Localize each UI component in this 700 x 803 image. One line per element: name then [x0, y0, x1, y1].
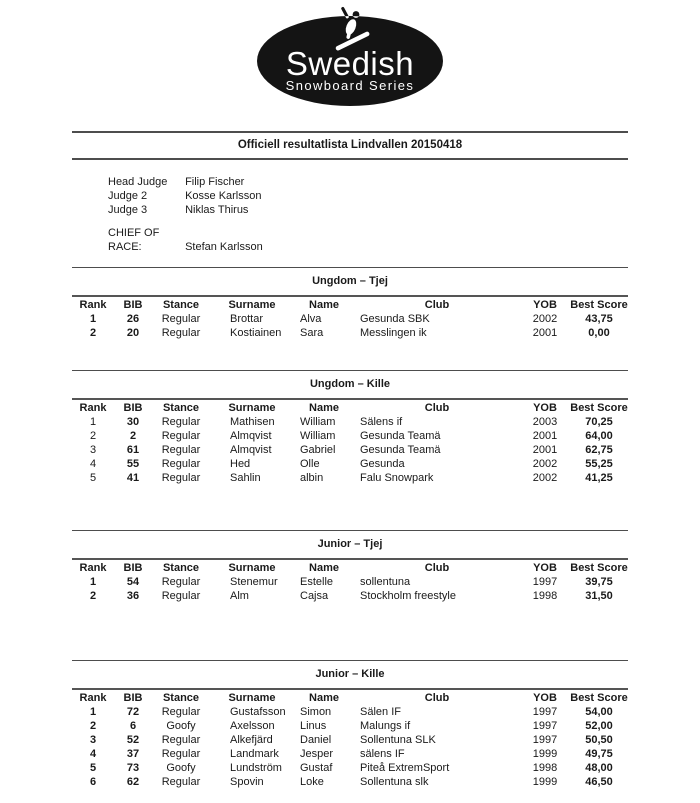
result-row: [72, 747, 628, 761]
header-row: [72, 559, 628, 575]
official-name: Stefan Karlsson: [185, 241, 263, 253]
table-body: [72, 415, 628, 485]
cell-name: Alva: [300, 313, 322, 325]
cell-surname: Axelsson: [230, 720, 275, 732]
cell-surname: Almqvist: [230, 430, 272, 442]
cell-club: Sälens if: [360, 416, 403, 428]
column-header-name: Name: [309, 691, 339, 704]
cell-rank: 4: [89, 748, 97, 760]
cell-best_score: 64,00: [585, 430, 613, 442]
cell-name: Jesper: [300, 748, 334, 760]
result-row: [72, 429, 628, 443]
column-header-club: Club: [424, 298, 450, 311]
column-header-rank: Rank: [79, 561, 107, 574]
cell-yob: 2001: [532, 444, 558, 456]
column-header-surname: Surname: [228, 298, 276, 311]
column-header-surname: Surname: [228, 401, 276, 414]
cell-rank: 3: [89, 734, 97, 746]
results-table: [72, 688, 628, 789]
cell-surname: Gustafsson: [230, 706, 286, 718]
column-header-rank: Rank: [79, 691, 107, 704]
cell-stance: Regular: [161, 576, 201, 588]
result-section-1: [72, 267, 628, 340]
cell-yob: 1997: [532, 734, 558, 746]
result-row: [72, 705, 628, 719]
cell-club: Messlingen ik: [360, 327, 427, 339]
section-title: Junior – Kille: [315, 668, 385, 680]
column-header-best_score: Best Score: [570, 401, 628, 414]
column-header-club: Club: [424, 691, 450, 704]
column-header-best_score: Best Score: [570, 298, 628, 311]
cell-name: Olle: [300, 458, 320, 470]
table-body: [72, 575, 628, 603]
cell-name: William: [300, 430, 336, 442]
column-header-yob: YOB: [533, 691, 557, 704]
column-header-stance: Stance: [162, 561, 200, 574]
results: [72, 267, 628, 789]
cell-bib: 20: [126, 327, 140, 339]
cell-bib: 2: [129, 430, 137, 442]
cell-rank: 1: [89, 313, 97, 325]
cell-club: Sälen IF: [360, 706, 401, 718]
cell-stance: Regular: [161, 472, 201, 484]
cell-club: Gesunda SBK: [360, 313, 430, 325]
cell-best_score: 62,75: [585, 444, 613, 456]
cell-stance: Regular: [161, 458, 201, 470]
column-header-best_score: Best Score: [570, 561, 628, 574]
column-header-club: Club: [424, 401, 450, 414]
cell-name: Linus: [300, 720, 327, 732]
table-body: [72, 312, 628, 340]
cell-rank: 3: [89, 444, 97, 456]
cell-club: sollentuna: [360, 576, 411, 588]
cell-bib: 6: [129, 720, 137, 732]
official-label: CHIEF OF RACE:: [108, 227, 160, 253]
official-label: Judge 3: [108, 204, 148, 216]
document-title: Officiell resultatlista Lindvallen 20150418: [237, 139, 463, 151]
cell-surname: Almqvist: [230, 444, 272, 456]
official-row: [108, 175, 628, 189]
cell-surname: Lundström: [230, 762, 282, 774]
column-header-yob: YOB: [533, 561, 557, 574]
section-title: Junior – Tjej: [317, 538, 383, 550]
cell-club: Falu Snowpark: [360, 472, 434, 484]
cell-rank: 1: [89, 576, 97, 588]
result-row: [72, 312, 628, 326]
column-header-surname: Surname: [228, 561, 276, 574]
swedish-snowboard-series-logo: [255, 3, 445, 109]
cell-yob: 2001: [532, 430, 558, 442]
cell-rank: 6: [89, 776, 97, 788]
cell-club: Gesunda Teamä: [360, 430, 441, 442]
logo-subtitle: Snowboard Series: [285, 78, 415, 93]
section-title: Ungdom – Tjej: [312, 275, 388, 287]
cell-best_score: 39,75: [585, 576, 613, 588]
result-row: [72, 775, 628, 789]
cell-yob: 1997: [532, 706, 558, 718]
result-row: [72, 457, 628, 471]
cell-name: William: [300, 416, 336, 428]
cell-best_score: 0,00: [588, 327, 610, 339]
header-row: [72, 399, 628, 415]
cell-bib: 36: [126, 590, 140, 602]
official-row-chief: [108, 226, 628, 254]
header-row: [72, 689, 628, 705]
table-head: [72, 296, 628, 312]
cell-yob: 2003: [532, 416, 558, 428]
cell-stance: Regular: [161, 327, 201, 339]
cell-rank: 4: [89, 458, 97, 470]
cell-surname: Stenemur: [230, 576, 278, 588]
cell-name: Gabriel: [300, 444, 336, 456]
column-header-best_score: Best Score: [570, 691, 628, 704]
cell-name: albin: [300, 472, 324, 484]
cell-rank: 2: [89, 590, 97, 602]
result-row: [72, 443, 628, 457]
cell-yob: 1999: [532, 776, 558, 788]
cell-surname: Alm: [230, 590, 249, 602]
column-header-bib: BIB: [123, 691, 143, 704]
cell-bib: 52: [126, 734, 140, 746]
cell-club: sälens IF: [360, 748, 405, 760]
cell-bib: 62: [126, 776, 140, 788]
cell-best_score: 49,75: [585, 748, 613, 760]
cell-yob: 1999: [532, 748, 558, 760]
cell-bib: 37: [126, 748, 140, 760]
result-row: [72, 589, 628, 603]
cell-surname: Mathisen: [230, 416, 275, 428]
result-row: [72, 733, 628, 747]
cell-club: Sollentuna SLK: [360, 734, 436, 746]
cell-best_score: 52,00: [585, 720, 613, 732]
cell-best_score: 43,75: [585, 313, 613, 325]
logo-block: [0, 0, 700, 109]
result-row: [72, 326, 628, 340]
column-header-stance: Stance: [162, 691, 200, 704]
results-table: [72, 295, 628, 340]
cell-rank: 1: [89, 416, 97, 428]
column-header-rank: Rank: [79, 401, 107, 414]
column-header-bib: BIB: [123, 298, 143, 311]
cell-name: Cajsa: [300, 590, 329, 602]
result-section-2: [72, 370, 628, 485]
cell-best_score: 70,25: [585, 416, 613, 428]
divider: [72, 158, 628, 160]
cell-bib: 30: [126, 416, 140, 428]
cell-bib: 55: [126, 458, 140, 470]
cell-surname: Brottar: [230, 313, 264, 325]
table-body: [72, 705, 628, 789]
cell-bib: 41: [126, 472, 140, 484]
cell-bib: 73: [126, 762, 140, 774]
cell-bib: 54: [126, 576, 140, 588]
column-header-bib: BIB: [123, 401, 143, 414]
table-head: [72, 689, 628, 705]
cell-yob: 1998: [532, 590, 558, 602]
cell-rank: 2: [89, 327, 97, 339]
cell-surname: Alkefjärd: [230, 734, 273, 746]
cell-best_score: 55,25: [585, 458, 613, 470]
official-row: [108, 189, 628, 203]
result-section-4: [72, 660, 628, 789]
cell-stance: Regular: [161, 416, 201, 428]
official-row: [108, 203, 628, 217]
results-table: [72, 558, 628, 603]
cell-stance: Regular: [161, 590, 201, 602]
cell-rank: 5: [89, 472, 97, 484]
cell-club: Gesunda Teamä: [360, 444, 441, 456]
cell-club: Malungs if: [360, 720, 411, 732]
section-title: Ungdom – Kille: [309, 378, 391, 390]
cell-best_score: 46,50: [585, 776, 613, 788]
cell-stance: Goofy: [166, 762, 196, 774]
cell-stance: Regular: [161, 313, 201, 325]
result-section-3: [72, 530, 628, 603]
cell-stance: Regular: [161, 444, 201, 456]
header-row: [72, 296, 628, 312]
cell-best_score: 48,00: [585, 762, 613, 774]
cell-club: Piteå ExtremSport: [360, 762, 450, 774]
cell-name: Loke: [300, 776, 324, 788]
cell-stance: Regular: [161, 430, 201, 442]
cell-surname: Spovin: [230, 776, 264, 788]
cell-yob: 2001: [532, 327, 558, 339]
official-label: Head Judge: [108, 176, 168, 188]
cell-best_score: 50,50: [585, 734, 613, 746]
cell-surname: Kostiainen: [230, 327, 282, 339]
cell-rank: 2: [89, 720, 97, 732]
column-header-club: Club: [424, 561, 450, 574]
cell-rank: 2: [89, 430, 97, 442]
table-head: [72, 399, 628, 415]
cell-best_score: 41,25: [585, 472, 613, 484]
cell-surname: Landmark: [230, 748, 279, 760]
cell-yob: 2002: [532, 472, 558, 484]
cell-stance: Regular: [161, 776, 201, 788]
cell-name: Daniel: [300, 734, 332, 746]
officials-block: [72, 175, 628, 254]
cell-bib: 61: [126, 444, 140, 456]
result-row: [72, 575, 628, 589]
result-row: [72, 719, 628, 733]
result-row: [72, 471, 628, 485]
cell-stance: Regular: [161, 734, 201, 746]
column-header-name: Name: [309, 298, 339, 311]
cell-name: Sara: [300, 327, 324, 339]
column-header-surname: Surname: [228, 691, 276, 704]
result-row: [72, 761, 628, 775]
column-header-rank: Rank: [79, 298, 107, 311]
cell-rank: 5: [89, 762, 97, 774]
logo-title: Swedish: [285, 45, 415, 82]
official-name: Niklas Thirus: [185, 204, 249, 216]
column-header-name: Name: [309, 561, 339, 574]
column-header-yob: YOB: [533, 401, 557, 414]
cell-yob: 2002: [532, 458, 558, 470]
cell-stance: Regular: [161, 748, 201, 760]
document-title-block: [72, 131, 628, 160]
official-name: Filip Fischer: [185, 176, 245, 188]
column-header-bib: BIB: [123, 561, 143, 574]
cell-surname: Hed: [230, 458, 251, 470]
cell-stance: Regular: [161, 706, 201, 718]
column-header-stance: Stance: [162, 298, 200, 311]
column-header-stance: Stance: [162, 401, 200, 414]
cell-best_score: 31,50: [585, 590, 613, 602]
cell-surname: Sahlin: [230, 472, 261, 484]
column-header-name: Name: [309, 401, 339, 414]
results-table: [72, 398, 628, 485]
cell-yob: 1998: [532, 762, 558, 774]
cell-bib: 72: [126, 706, 140, 718]
cell-name: Estelle: [300, 576, 334, 588]
cell-stance: Goofy: [166, 720, 196, 732]
result-row: [72, 415, 628, 429]
cell-yob: 1997: [532, 720, 558, 732]
cell-club: Stockholm freestyle: [360, 590, 456, 602]
official-name: Kosse Karlsson: [185, 190, 262, 202]
column-header-yob: YOB: [533, 298, 557, 311]
cell-yob: 1997: [532, 576, 558, 588]
official-label: Judge 2: [108, 190, 148, 202]
table-head: [72, 559, 628, 575]
cell-yob: 2002: [532, 313, 558, 325]
cell-name: Gustaf: [300, 762, 333, 774]
cell-best_score: 54,00: [585, 706, 613, 718]
cell-bib: 26: [126, 313, 140, 325]
cell-club: Gesunda: [360, 458, 405, 470]
cell-rank: 1: [89, 706, 97, 718]
cell-club: Sollentuna slk: [360, 776, 429, 788]
cell-name: Simon: [300, 706, 332, 718]
